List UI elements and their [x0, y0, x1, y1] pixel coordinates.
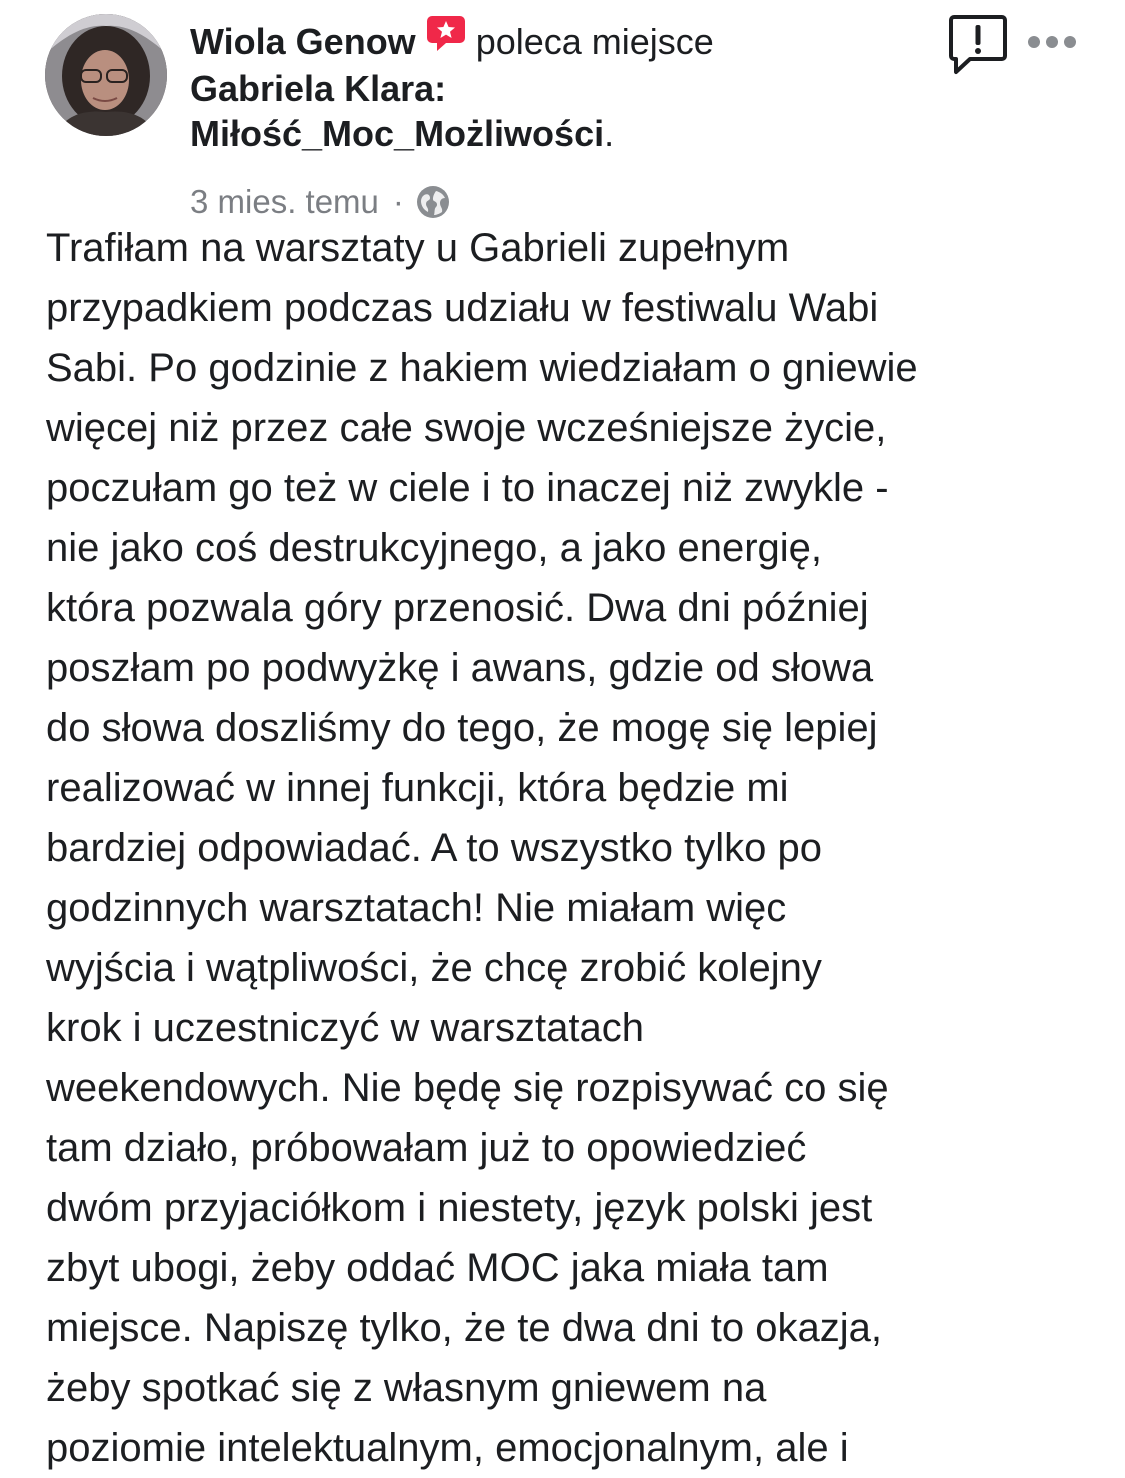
post-body-line: weekendowych. Nie będę się rozpisywać co się — [46, 1066, 889, 1110]
post-body-line: do słowa doszliśmy do tego, że mogę się lepiej — [46, 706, 878, 750]
post-body-line: miejsce. Napiszę tylko, że te dwa dni to okazja, — [46, 1306, 882, 1350]
post-body-line: tam działo, próbowałam już to opowiedzieć — [46, 1126, 807, 1170]
globe-icon[interactable] — [416, 185, 450, 219]
recommended-page-name[interactable] — [190, 66, 930, 156]
report-icon[interactable] — [948, 14, 1008, 76]
post-body-line: poczułam go też w ciele i to inaczej niż zwykle - — [46, 466, 889, 510]
post-body-line: która pozwala góry przenosić. Dwa dni później — [46, 586, 869, 630]
post-body-line: Trafiłam na warsztaty u Gabrieli zupełnym — [46, 226, 790, 270]
post-body — [46, 218, 1116, 1478]
post-body-line: poziomie intelektualnym, emocjonalnym, ale i — [46, 1426, 849, 1470]
avatar[interactable] — [45, 14, 167, 136]
meta-separator: · — [392, 183, 404, 220]
author-name[interactable]: Wiola Genow — [190, 21, 416, 62]
post-body-line: żeby spotkać się z własnym gniewem na — [46, 1366, 767, 1410]
action-text: poleca miejsce — [475, 21, 714, 62]
post-body-line: przypadkiem podczas udziału w festiwalu Wabi — [46, 286, 879, 330]
post-body-line: realizować w innej funkcji, która będzie mi — [46, 766, 789, 810]
timestamp[interactable]: 3 mies. temu — [190, 183, 379, 220]
post-body-line: więcej niż przez całe swoje wcześniejsze życie, — [46, 406, 887, 450]
post-body-line: godzinnych warsztatach! Nie miałam więc — [46, 886, 787, 930]
post-body-line: dwóm przyjaciółkom i niestety, język polski jest — [46, 1186, 873, 1230]
post-body-line: wyjścia i wątpliwości, że chcę zrobić kolejny — [46, 946, 822, 990]
header-line — [190, 18, 930, 66]
post-body-line: poszłam po podwyżkę i awans, gdzie od słowa — [46, 646, 874, 690]
post-body-line: nie jako coś destrukcyjnego, a jako energię, — [46, 526, 823, 570]
page-name-line-1: Gabriela Klara: — [190, 68, 447, 109]
recommendation-icon — [426, 14, 466, 54]
post-meta — [190, 182, 930, 222]
post-body-line: Sabi. Po godzinie z hakiem wiedziałam o gniewie — [46, 346, 918, 390]
post-body-line: bardziej odpowiadać. A to wszystko tylko po — [46, 826, 822, 870]
post-body-line: krok i uczestniczyć w warsztatach — [46, 1006, 644, 1050]
page-name-line-2 — [190, 111, 930, 156]
page-name-text: Miłość_Moc_Możliwości — [190, 113, 605, 154]
page-name-period: . — [604, 113, 615, 154]
avatar-photo — [45, 14, 167, 136]
post-header — [190, 18, 930, 222]
more-options-icon[interactable] — [1026, 30, 1078, 54]
post-body-line: zbyt ubogi, żeby oddać MOC jaka miała tam — [46, 1246, 829, 1290]
